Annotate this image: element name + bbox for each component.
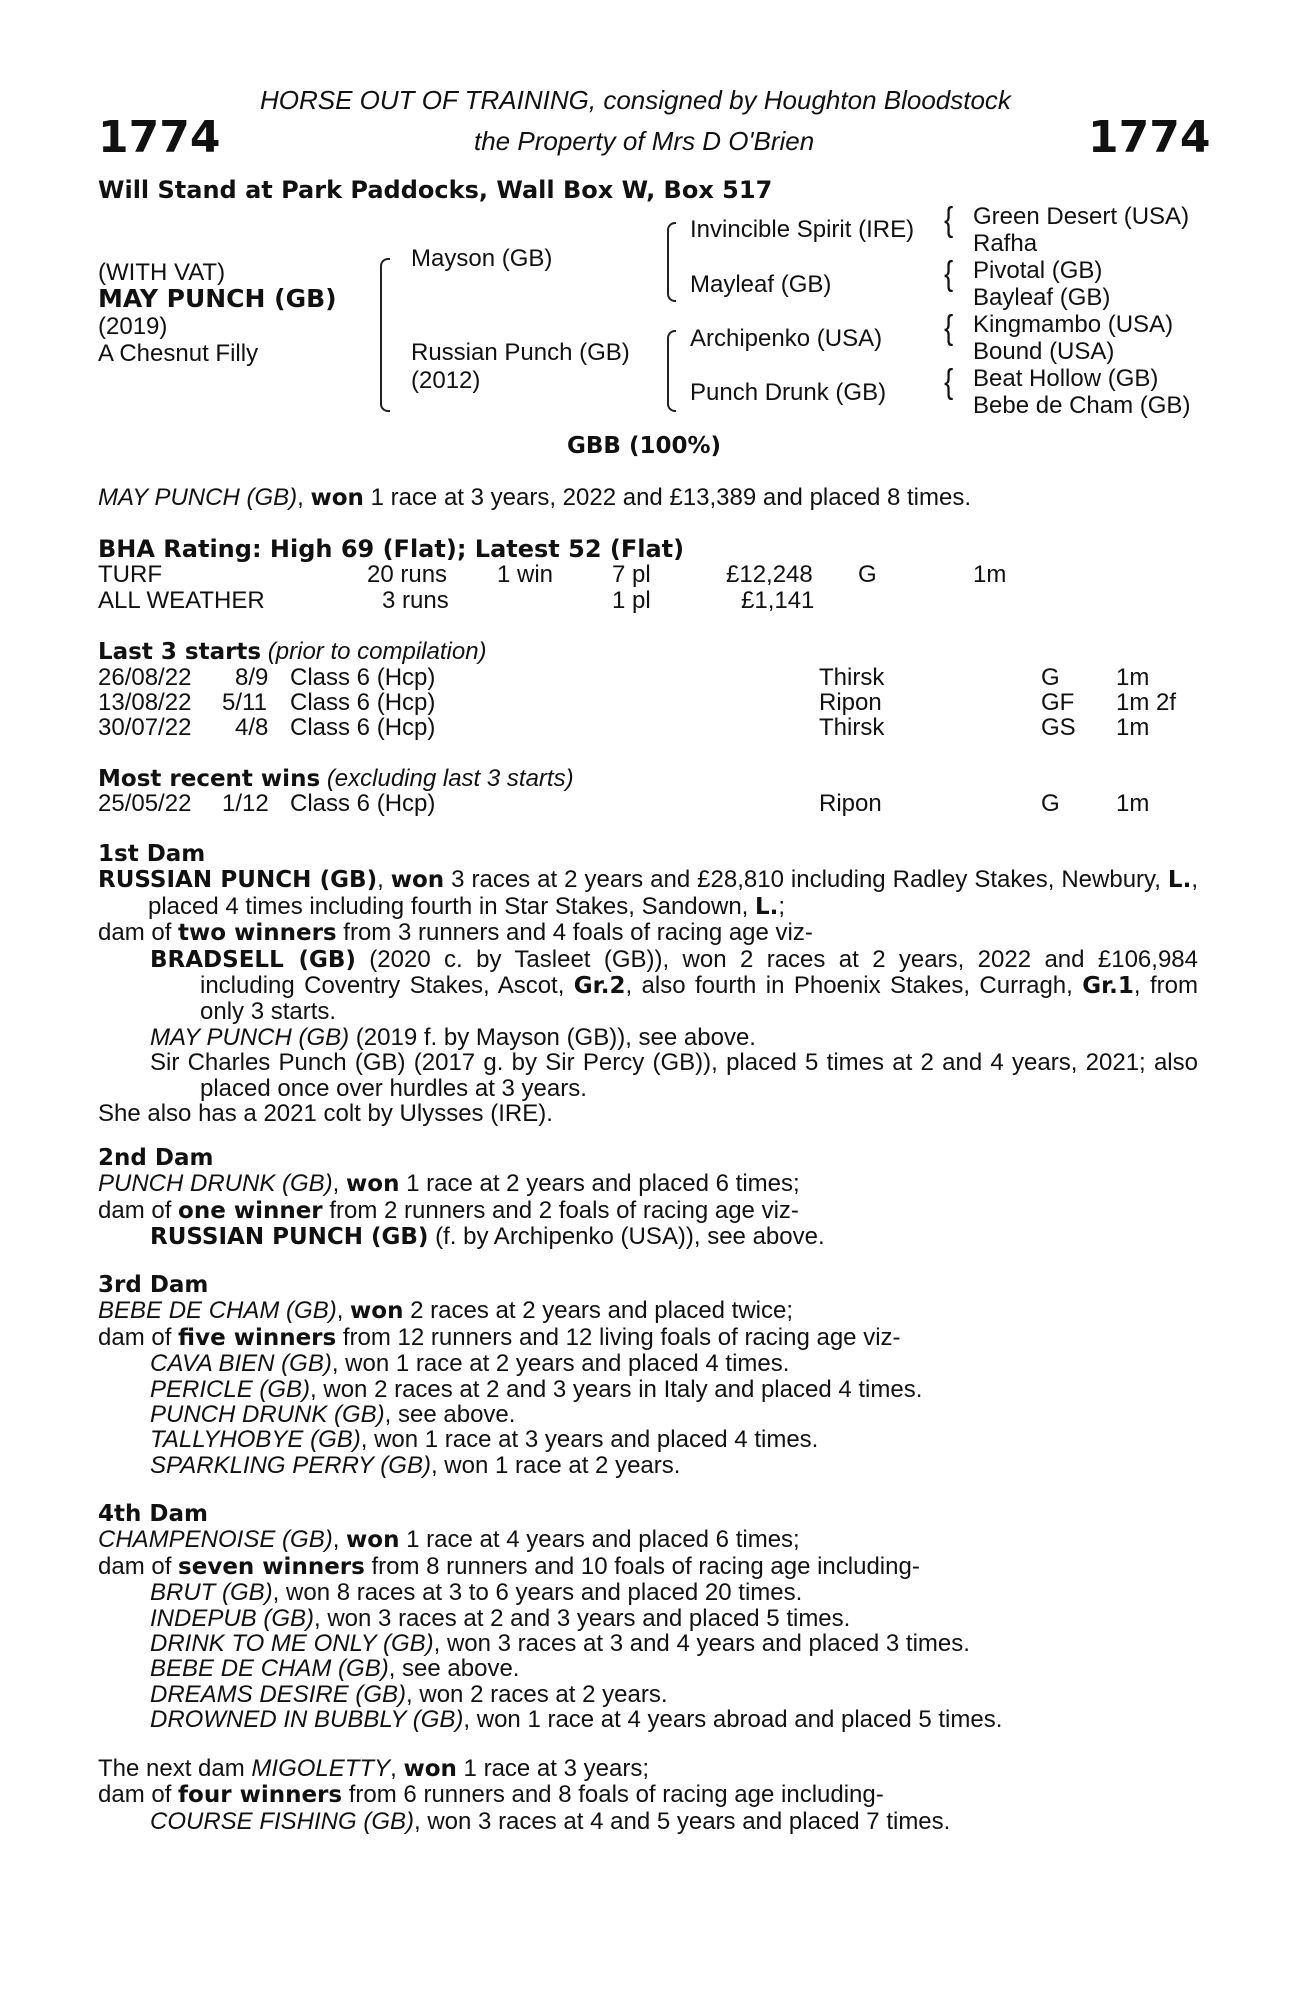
win-position: 1/12 (222, 790, 269, 817)
rating-going: G (858, 561, 877, 588)
fourth-dam-heading: 4th Dam (98, 1501, 208, 1527)
horse-description: A Chesnut Filly (98, 340, 259, 367)
produce-item: TALLYHOBYE (GB), won 1 race at 3 years and placed 4 times. (150, 1426, 819, 1454)
sire-sire: Invincible Spirit (IRE) (690, 216, 915, 243)
fourth-dam-produce-summary: dam of seven winners from 8 runners and 10 foals of racing age including- (98, 1552, 920, 1580)
rating-runs: 20 runs (367, 561, 448, 588)
second-dam-section (98, 1146, 1198, 1251)
next-dam-section (98, 1756, 1198, 1834)
start-distance: 1m (1116, 714, 1150, 741)
dam-dam: Punch Drunk (GB) (690, 379, 887, 406)
win-course: Ripon (819, 790, 882, 817)
pedigree-brace-3b: { (944, 255, 954, 293)
vat-note: (WITH VAT) (98, 259, 226, 286)
start-distance: 1m (1116, 664, 1150, 691)
lot-number-right: 1774 (1088, 112, 1211, 163)
start-class: Class 6 (Hcp) (290, 664, 436, 691)
second-dam-produce-summary: dam of one winner from 2 runners and 2 foals of racing age viz- (98, 1196, 799, 1224)
horse-name: MAY PUNCH (GB) (98, 284, 337, 313)
gbb-status: GBB (100%) (567, 433, 722, 459)
pedigree-brace-2a (667, 222, 676, 302)
win-distance: 1m (1116, 790, 1150, 817)
start-position: 5/11 (222, 689, 267, 716)
rating-prize: £12,248 (726, 561, 813, 588)
pedigree-brace-3d: { (944, 363, 954, 401)
start-going: G (1041, 664, 1060, 691)
start-going: GF (1041, 689, 1075, 716)
gen3-1: Green Desert (USA) (973, 203, 1190, 230)
next-dam-record: The next dam MIGOLETTY, won 1 race at 3 years; (98, 1755, 649, 1782)
next-dam-produce-summary: dam of four winners from 6 runners and 8 foals of racing age including- (98, 1781, 884, 1809)
produce-item: MAY PUNCH (GB) (2019 f. by Mayson (GB)), see above. (150, 1023, 756, 1051)
start-course: Thirsk (819, 714, 885, 741)
produce-item: DROWNED IN BUBBLY (GB), won 1 race at 4 years abroad and placed 5 times. (150, 1706, 1003, 1734)
produce-item: BRUT (GB), won 8 races at 3 to 6 years and placed 20 times. (150, 1579, 803, 1607)
stand-location: Will Stand at Park Paddocks, Wall Box W, Box 517 (98, 176, 773, 204)
produce-item: DRINK TO ME ONLY (GB), won 3 races at 3 and 4 years and placed 3 times. (150, 1630, 970, 1658)
third-dam-heading: 3rd Dam (98, 1272, 209, 1298)
pedigree-brace-2b (667, 330, 676, 412)
win-class: Class 6 (Hcp) (290, 790, 436, 817)
rating-placed: 7 pl (612, 561, 651, 588)
gen3-2: Rafha (973, 230, 1038, 257)
first-dam-section (98, 842, 1198, 1126)
win-going: G (1041, 790, 1060, 817)
produce-item: BRADSELL (GB) (2020 c. by Tasleet (GB)), won 2 races at 2 years, 2022 and £106,984 including Coventry Stakes, Ascot, Gr.2, also fourth in Phoenix Stakes, Curragh, Gr.1, from only 3 starts. (150, 945, 1198, 1026)
start-position: 8/9 (235, 664, 269, 691)
last-starts-heading: Last 3 starts (prior to compilation) (98, 638, 487, 665)
start-date: 13/08/22 (98, 689, 192, 716)
owner-line: the Property of Mrs D O'Brien (474, 126, 815, 156)
start-position: 4/8 (235, 714, 269, 741)
rating-prize: £1,141 (741, 587, 815, 614)
rating-surface: TURF (98, 561, 162, 588)
third-dam-record: BEBE DE CHAM (GB), won 2 races at 2 years and placed twice; (98, 1297, 794, 1325)
start-course: Thirsk (819, 664, 885, 691)
produce-item: Sir Charles Punch (GB) (2017 g. by Sir Percy (GB)), placed 5 times at 2 and 4 years, 2021; also placed once over hurdles at 3 years. (150, 1049, 1198, 1102)
second-dam-heading: 2nd Dam (98, 1145, 214, 1171)
start-distance: 1m 2f (1116, 689, 1177, 716)
produce-item: PUNCH DRUNK (GB), see above. (150, 1401, 516, 1429)
first-dam-heading: 1st Dam (98, 841, 206, 867)
rating-wins: 1 win (497, 561, 554, 588)
gen3-6: Bound (USA) (973, 338, 1115, 365)
start-class: Class 6 (Hcp) (290, 689, 436, 716)
first-dam-record: RUSSIAN PUNCH (GB), won 3 races at 2 years and £28,810 including Radley Stakes, Newbury, L., placed 4 times including fourth in Star Stakes, Sandown, L.; (98, 866, 1198, 920)
rating-runs: 3 runs (382, 587, 449, 614)
gen3-7: Beat Hollow (GB) (973, 365, 1159, 392)
gen3-4: Bayleaf (GB) (973, 284, 1111, 311)
produce-item: CAVA BIEN (GB), won 1 race at 2 years and placed 4 times. (150, 1350, 790, 1378)
produce-item: COURSE FISHING (GB), won 3 races at 4 and 5 years and placed 7 times. (150, 1807, 951, 1835)
horse-year: (2019) (98, 313, 168, 340)
produce-item: DREAMS DESIRE (GB), won 2 races at 2 years. (150, 1680, 668, 1708)
bha-rating: BHA Rating: High 69 (Flat); Latest 52 (Flat) (98, 535, 685, 563)
race-summary: MAY PUNCH (GB), won 1 race at 3 years, 2022 and £13,389 and placed 8 times. (98, 484, 971, 511)
start-class: Class 6 (Hcp) (290, 714, 436, 741)
produce-item: SPARKLING PERRY (GB), won 1 race at 2 years. (150, 1451, 681, 1479)
recent-wins-heading: Most recent wins (excluding last 3 starts) (98, 765, 574, 792)
produce-item: BEBE DE CHAM (GB), see above. (150, 1655, 520, 1683)
produce-item: INDEPUB (GB), won 3 races at 2 and 3 years and placed 5 times. (150, 1604, 851, 1632)
start-going: GS (1041, 714, 1076, 741)
third-dam-produce-summary: dam of five winners from 12 runners and 12 living foals of racing age viz- (98, 1323, 901, 1351)
first-dam-also: She also has a 2021 colt by Ulysses (IRE). (98, 1100, 553, 1128)
first-dam-produce-summary: dam of two winners from 3 runners and 4 foals of racing age viz- (98, 919, 813, 947)
sire: Mayson (GB) (411, 245, 553, 272)
dam-sire: Archipenko (USA) (690, 325, 883, 352)
pedigree-brace-3a: { (944, 201, 954, 239)
pedigree-brace-1 (380, 258, 390, 412)
produce-item: PERICLE (GB), won 2 races at 2 and 3 years in Italy and placed 4 times. (150, 1375, 923, 1403)
rating-surface: ALL WEATHER (98, 587, 265, 614)
third-dam-section (98, 1273, 1198, 1478)
gen3-3: Pivotal (GB) (973, 257, 1103, 284)
fourth-dam-record: CHAMPENOISE (GB), won 1 race at 4 years and placed 6 times; (98, 1526, 800, 1554)
fourth-dam-section (98, 1502, 1198, 1733)
second-dam-record: PUNCH DRUNK (GB), won 1 race at 2 years and placed 6 times; (98, 1170, 800, 1198)
rating-distance: 1m (973, 561, 1007, 588)
pedigree-brace-3c: { (944, 309, 954, 347)
consignment-line: HORSE OUT OF TRAINING, consigned by Houghton Bloodstock (260, 85, 1011, 115)
rating-placed: 1 pl (612, 587, 651, 614)
start-course: Ripon (819, 689, 882, 716)
gen3-8: Bebe de Cham (GB) (973, 392, 1191, 419)
dam-year: (2012) (411, 367, 481, 394)
dam: Russian Punch (GB) (411, 339, 630, 366)
lot-number-left: 1774 (98, 112, 221, 163)
gen3-5: Kingmambo (USA) (973, 311, 1174, 338)
start-date: 30/07/22 (98, 714, 192, 741)
win-date: 25/05/22 (98, 790, 192, 817)
produce-item: RUSSIAN PUNCH (GB) (f. by Archipenko (USA)), see above. (150, 1223, 825, 1251)
sire-dam: Mayleaf (GB) (690, 271, 832, 298)
start-date: 26/08/22 (98, 664, 192, 691)
